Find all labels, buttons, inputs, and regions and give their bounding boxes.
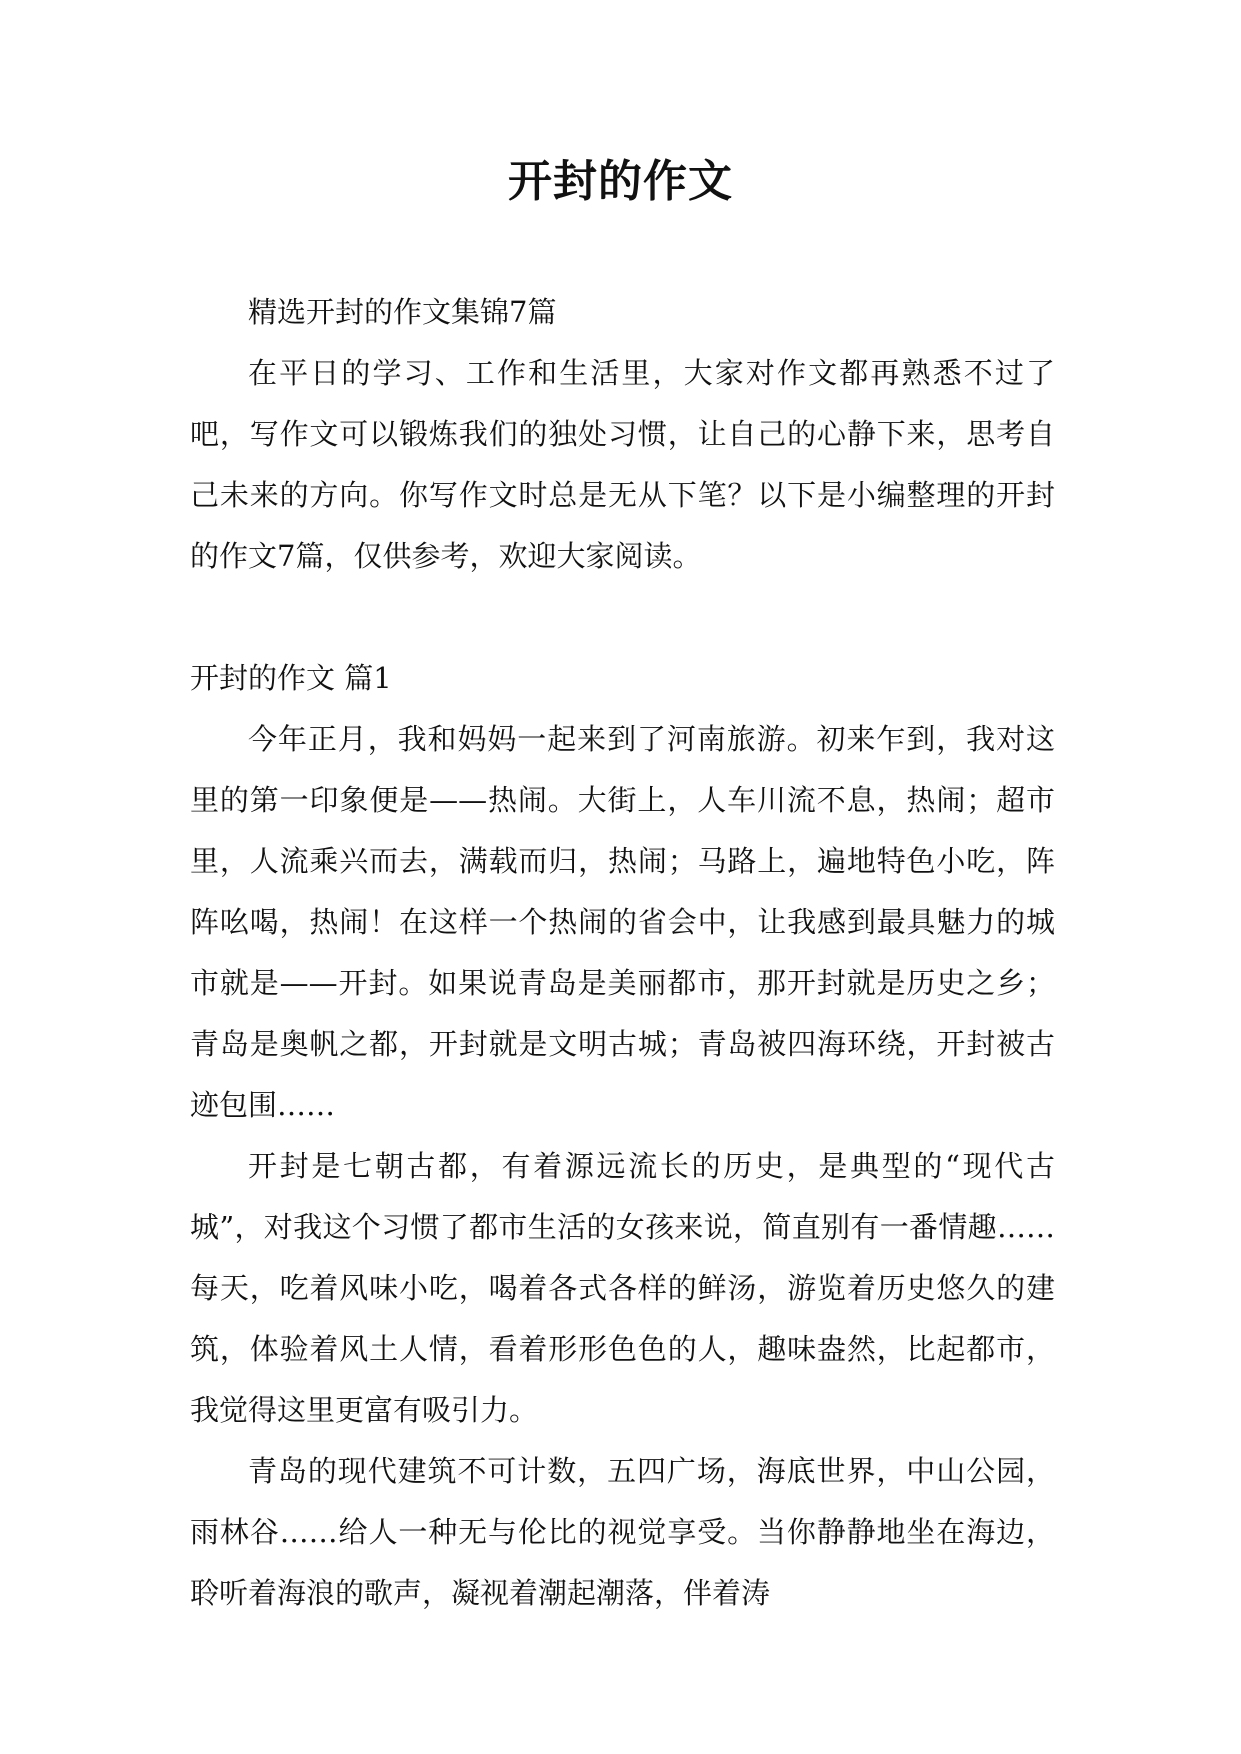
- document-subtitle: 精选开封的作文集锦7篇: [248, 295, 557, 329]
- document-title: 开封的作文: [508, 156, 733, 207]
- intro-paragraph: 在平日的学习、工作和生活里，大家对作文都再熟悉不过了吧，写作文可以锻炼我们的独处习惯，让自己的心静下来，思考自己未来的方向。你写作文时总是无从下笔？以下是小编整理的开封的作文7篇，仅供参考，欢迎大家阅读。: [190, 356, 1055, 573]
- body-paragraph-2: 开封是七朝古都，有着源远流长的历史，是典型的“现代古城”，对我这个习惯了都市生活的女孩来说，简直别有一番情趣……每天，吃着风味小吃，喝着各式各样的鲜汤，游览着历史悠久的建筑，体验着风土人情，看着形形色色的人，趣味盎然，比起都市，我觉得这里更富有吸引力。: [190, 1149, 1055, 1427]
- document-body: [190, 282, 1055, 1624]
- body-paragraph-1: 今年正月，我和妈妈一起来到了河南旅游。初来乍到，我对这里的第一印象便是——热闹。大街上，人车川流不息，热闹；超市里，人流乘兴而去，满载而归，热闹；马路上，遍地特色小吃，阵阵吆喝，热闹！在这样一个热闹的省会中，让我感到最具魅力的城市就是——开封。如果说青岛是美丽都市，那开封就是历史之乡；青岛是奥帆之都，开封就是文明古城；青岛被四海环绕，开封被古迹包围……: [190, 722, 1055, 1122]
- body-paragraph-3: 青岛的现代建筑不可计数，五四广场，海底世界，中山公园，雨林谷……给人一种无与伦比的视觉享受。当你静静地坐在海边，聆听着海浪的歌声，凝视着潮起潮落，伴着涛: [190, 1454, 1055, 1610]
- section-heading: 开封的作文 篇1: [190, 661, 392, 695]
